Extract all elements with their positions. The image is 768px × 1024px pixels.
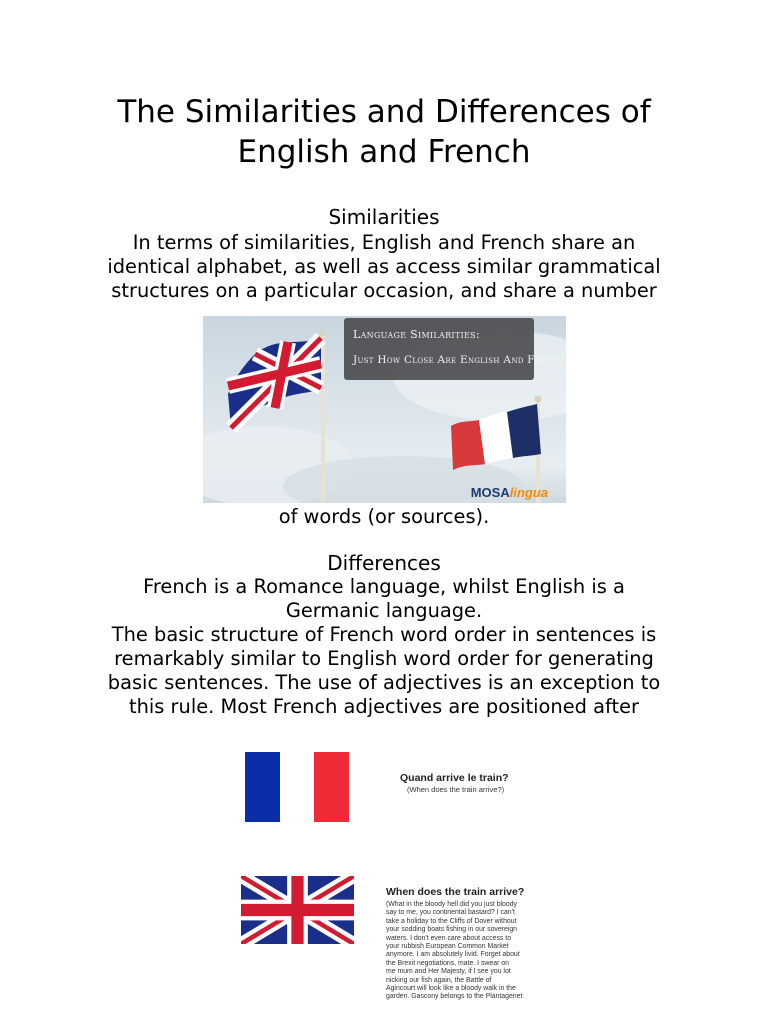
similarities-paragraph	[0, 231, 768, 303]
differences-line: The basic structure of French word order in sentences is	[111, 623, 657, 646]
union-flag-icon	[241, 876, 354, 944]
differences-line: remarkably similar to English word order for generating	[114, 647, 654, 670]
rant-line: waters. I don't even care about access to	[386, 934, 512, 942]
english-question: When does the train arrive?	[386, 886, 525, 898]
similarities-line: identical alphabet, as well as access similar grammatical	[107, 255, 661, 278]
page-title	[0, 92, 768, 172]
rant-line: garden. Gascony belongs to the Plantagenet	[386, 993, 523, 1001]
rant-line: (What in the bloody hell did you just bloody	[386, 901, 517, 908]
brand-logo	[471, 485, 548, 500]
rant-line: anymore. I am absolutely livid. Forget about	[386, 951, 520, 959]
brand-part-1: MOSA	[470, 485, 510, 500]
similarities-line: of words (or sources).	[278, 505, 490, 528]
differences-heading: Differences	[327, 551, 441, 575]
union-flag-waving	[228, 338, 321, 428]
french-flag-icon	[245, 752, 349, 822]
rant-line: the Brexit negotiations, mate. I swear on	[386, 959, 509, 967]
rant-line: your sodding boats fishing in our sovereign	[386, 926, 518, 934]
rant-line: Agincourt will look like a bloody walk in the	[386, 985, 516, 993]
english-rant	[386, 901, 536, 1002]
differences-line: French is a Romance language, whilst English is a	[143, 575, 625, 598]
banner-line-2: Just How Close Are English And French	[353, 354, 565, 366]
similarities-heading: Similarities	[328, 205, 440, 229]
french-question: Quand arrive le train?	[400, 772, 509, 784]
similarities-line: structures on a particular occasion, and share a number	[111, 279, 657, 302]
brand-part-2: lingua	[509, 485, 548, 500]
similarities-continuation	[0, 505, 768, 529]
rant-line: your rubbish European Common Market	[386, 943, 509, 951]
rant-line: say to me, you continental bastard? I can't	[386, 909, 515, 917]
french-translation: (When does the train arrive?)	[407, 785, 505, 794]
title-line-1: The Similarities and Differences of	[117, 94, 651, 130]
rant-line: me mum and Her Majesty, if I see you lot	[386, 968, 511, 976]
train-cartoon	[222, 730, 542, 1024]
flags-photo	[203, 316, 566, 503]
rant-line: nicking our fish again, the Battle of	[386, 976, 492, 984]
similarities-line: In terms of similarities, English and French share an	[132, 231, 636, 254]
differences-line: basic sentences. The use of adjectives is an exception to	[107, 671, 661, 694]
differences-paragraph	[0, 575, 768, 719]
rant-line: take a holiday to the Cliffs of Dover without	[386, 917, 517, 925]
differences-line: Germanic language.	[285, 599, 483, 622]
title-line-2: English and French	[237, 134, 531, 170]
photo-banner	[344, 318, 565, 380]
banner-line-1: Language Similarities:	[353, 328, 480, 341]
differences-line: this rule. Most French adjectives are positioned after	[129, 695, 639, 718]
